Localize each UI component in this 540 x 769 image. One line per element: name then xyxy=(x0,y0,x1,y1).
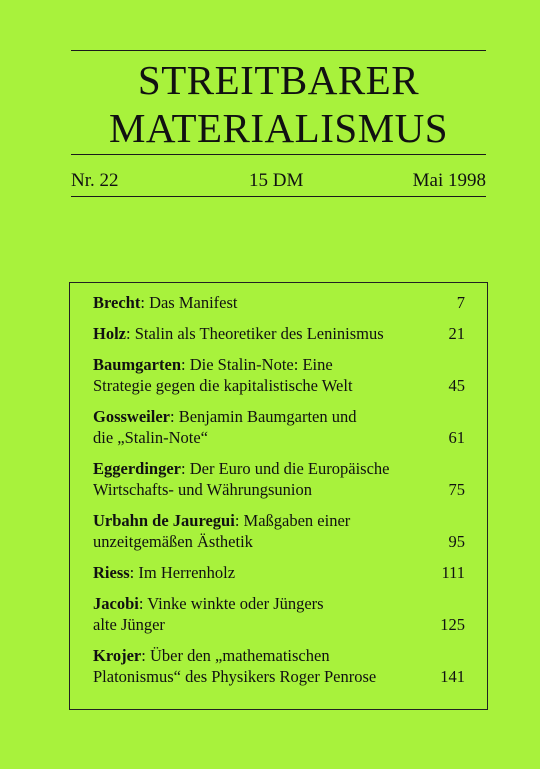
toc-entry xyxy=(93,593,465,635)
toc-title-cont: unzeitgemäßen Ästhetik xyxy=(93,532,253,551)
toc-page: 141 xyxy=(440,667,465,686)
toc-page: 61 xyxy=(448,428,465,447)
toc-author: Holz xyxy=(93,324,126,343)
toc-page: 45 xyxy=(448,376,465,395)
toc-title: : Benjamin Baumgarten und xyxy=(169,407,357,426)
toc-page: 7 xyxy=(456,293,465,312)
toc-title-cont: alte Jünger xyxy=(93,615,165,634)
toc-entry xyxy=(93,354,465,396)
toc-author: Baumgarten xyxy=(93,355,181,374)
toc-title: : Der Euro und die Europäische xyxy=(181,459,390,478)
toc-entry xyxy=(93,406,465,448)
toc-author: Jacobi xyxy=(93,594,139,613)
toc-title-cont: Strategie gegen die kapitalistische Welt xyxy=(93,376,353,395)
toc-entry xyxy=(93,458,465,500)
toc-page: 95 xyxy=(448,532,465,551)
toc-entry xyxy=(93,510,465,552)
toc-page: 125 xyxy=(440,615,465,634)
issue-price: 15 DM xyxy=(249,170,304,191)
toc-title: : Maßgaben einer xyxy=(234,511,351,530)
toc-entry xyxy=(93,323,465,344)
toc-page: 75 xyxy=(448,480,465,499)
toc-entry xyxy=(93,562,465,583)
toc-author: Urbahn de Jauregui xyxy=(93,511,235,530)
toc-title-cont: die „Stalin-Note“ xyxy=(93,428,209,447)
toc-title: : Stalin als Theoretiker des Leninismus xyxy=(126,324,384,343)
middle-rule xyxy=(71,154,486,155)
toc-title-cont: Wirtschafts- und Währungsunion xyxy=(93,480,312,499)
toc-entry xyxy=(93,645,465,687)
toc-author: Gossweiler xyxy=(93,407,170,426)
issue-date: Mai 1998 xyxy=(412,170,486,191)
issue-number: Nr. 22 xyxy=(71,170,119,191)
table-of-contents xyxy=(69,282,488,710)
toc-page: 21 xyxy=(448,324,465,343)
toc-title: : Über den „mathematischen xyxy=(141,646,330,665)
toc-author: Eggerdinger xyxy=(93,459,181,478)
toc-entry xyxy=(93,292,465,313)
toc-title: : Vinke winkte oder Jüngers xyxy=(138,594,324,613)
masthead-title-line2: MATERIALISMUS xyxy=(108,105,449,151)
toc-author: Riess xyxy=(93,563,130,582)
toc-title: : Die Stalin-Note: Eine xyxy=(181,355,333,374)
toc-author: Krojer xyxy=(93,646,142,665)
bottom-rule xyxy=(71,196,486,197)
masthead-title-line1: STREITBARER xyxy=(137,57,420,103)
toc-author: Brecht xyxy=(93,293,141,312)
top-rule xyxy=(71,50,486,51)
toc-page: 111 xyxy=(441,563,465,582)
toc-title-cont: Platonismus“ des Physikers Roger Penrose xyxy=(93,667,377,686)
toc-title: : Im Herrenholz xyxy=(129,563,236,582)
toc-title: : Das Manifest xyxy=(140,293,238,312)
